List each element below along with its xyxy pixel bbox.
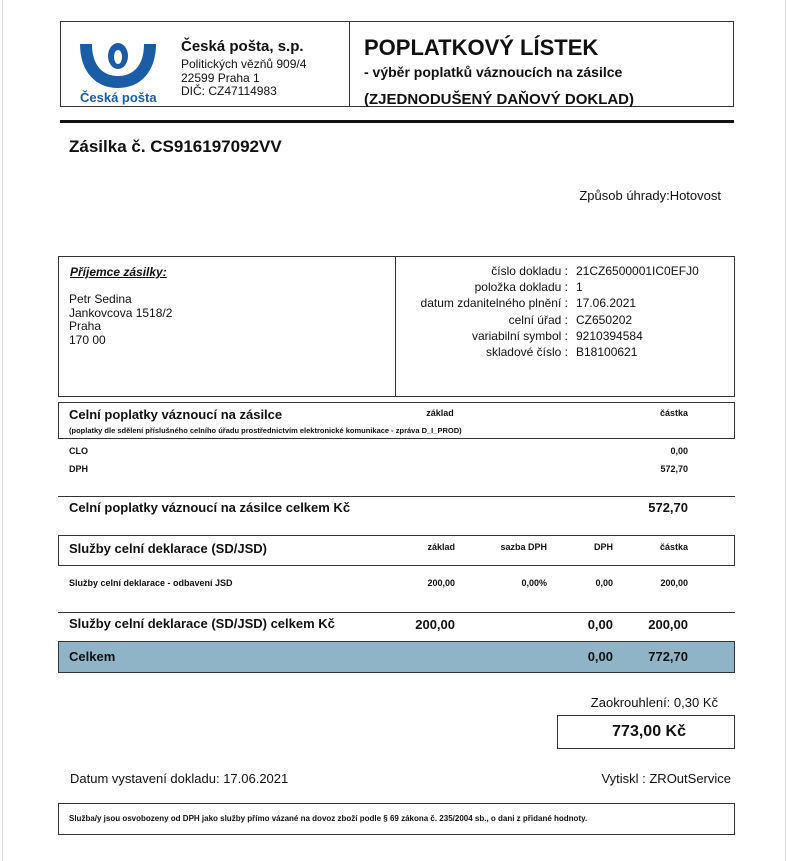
fee-amount-dph: 572,70 — [660, 464, 688, 474]
info-row — [396, 328, 726, 344]
thick-divider — [60, 120, 734, 123]
address-line: Politických vězňů 909/4 — [181, 57, 307, 71]
recipient-line: Praha — [69, 319, 102, 333]
service-vat: 0,00 — [595, 578, 613, 588]
grand-total-label: Celkem — [69, 649, 116, 664]
recipient-line: 170 00 — [69, 332, 106, 347]
fee-amount-clo: 0,00 — [670, 446, 688, 456]
col-amount: částka — [659, 408, 688, 418]
service-rate: 0,00% — [521, 578, 547, 588]
services-total-amount: 200,00 — [648, 617, 688, 632]
fee-label-dph: DPH — [69, 464, 89, 474]
info-row — [396, 263, 726, 279]
company-address — [181, 58, 306, 99]
info-value: 1 — [576, 280, 583, 295]
info-row — [396, 344, 726, 360]
info-row — [396, 312, 726, 328]
col-base: základ — [426, 408, 454, 418]
footer-note: Služba/y jsou osvobozeny od DPH jako služby přímo vázané na dovoz zboží podle § 69 zákona č. 235/2004 sb., o dani z přidané hodnoty. — [69, 814, 588, 823]
issue-date: Datum vystavení dokladu: 17.06.2021 — [70, 771, 289, 786]
divider — [58, 612, 735, 613]
company-name: Česká pošta, s.p. — [181, 38, 304, 55]
recipient-label: Příjemce zásilky: — [70, 265, 167, 279]
col-amount: částka — [659, 542, 688, 552]
services-title: Služby celní deklarace (SD/JSD) — [69, 541, 267, 556]
info-value: 21CZ6500001IC0EFJ0 — [576, 264, 699, 278]
fees-total: 572,70 — [648, 500, 688, 515]
grand-total-bar — [58, 641, 735, 673]
fees-title: Celní poplatky váznoucí na zásilce — [69, 407, 283, 422]
info-value: 17.06.2021 — [576, 296, 637, 311]
page-subtitle: - výběr poplatků váznoucích na zásilce — [364, 64, 623, 80]
address-line: DIČ: CZ47114983 — [181, 84, 277, 98]
shipment-number: Zásilka č. CS916197092VV — [69, 137, 282, 156]
recipient-line: Petr Sedina — [69, 292, 132, 306]
recipient-address — [69, 293, 172, 347]
final-amount: 773,00 Kč — [612, 723, 686, 740]
payment-method: Způsob úhrady:Hotovost — [579, 188, 721, 203]
services-total-label: Služby celní deklarace (SD/JSD) celkem Kč — [69, 616, 335, 631]
grand-total-amount: 772,70 — [648, 649, 688, 664]
service-base: 200,00 — [427, 578, 455, 588]
recipient-line: Jankovcova 1518/2 — [69, 305, 173, 320]
fees-total-label: Celní poplatky váznoucí na zásilce celkem Kč — [69, 500, 351, 515]
divider — [58, 496, 735, 497]
doc-type: (ZJEDNODUŠENÝ DAŇOVÝ DOKLAD) — [364, 91, 635, 108]
fees-note: (poplatky dle sdělení příslušného celního úřadu prostřednictvím elektronické komunikace - zpráva D_I_PROD) — [69, 426, 462, 435]
fee-label-clo: CLO — [69, 446, 88, 456]
col-vat: DPH — [593, 542, 613, 552]
address-line: 22599 Praha 1 — [181, 70, 260, 85]
page-title: POPLATKOVÝ LÍSTEK — [364, 35, 599, 60]
info-label: skladové číslo : — [485, 345, 568, 360]
info-row — [396, 295, 726, 311]
grand-total-vat: 0,00 — [587, 649, 613, 664]
info-label: položka dokladu : — [474, 280, 568, 295]
service-amount: 200,00 — [660, 578, 688, 588]
info-label: datum zdanitelného plnění : — [420, 296, 568, 311]
info-value: 9210394584 — [576, 328, 643, 343]
col-rate: sazba DPH — [500, 542, 547, 552]
logo-text: Česká pošta — [80, 90, 157, 105]
document-info — [396, 263, 726, 360]
info-value: CZ650202 — [576, 312, 633, 327]
info-label: celní úřad : — [508, 312, 568, 327]
service-label: Služby celní deklarace - odbavení JSD — [69, 578, 233, 588]
services-total-vat: 0,00 — [587, 617, 613, 632]
header-divider — [349, 21, 350, 107]
printed-by: Vytiskl : ZROutService — [601, 771, 731, 786]
services-total-base: 200,00 — [415, 617, 455, 632]
info-label: číslo dokladu : — [491, 264, 568, 278]
info-value: B18100621 — [576, 345, 638, 360]
info-row — [396, 279, 726, 295]
posthorn-logo-icon — [78, 40, 158, 90]
info-label: variabilní symbol : — [471, 328, 568, 343]
rounding: Zaokrouhlení: 0,30 Kč — [590, 695, 718, 710]
col-base: základ — [427, 542, 455, 552]
